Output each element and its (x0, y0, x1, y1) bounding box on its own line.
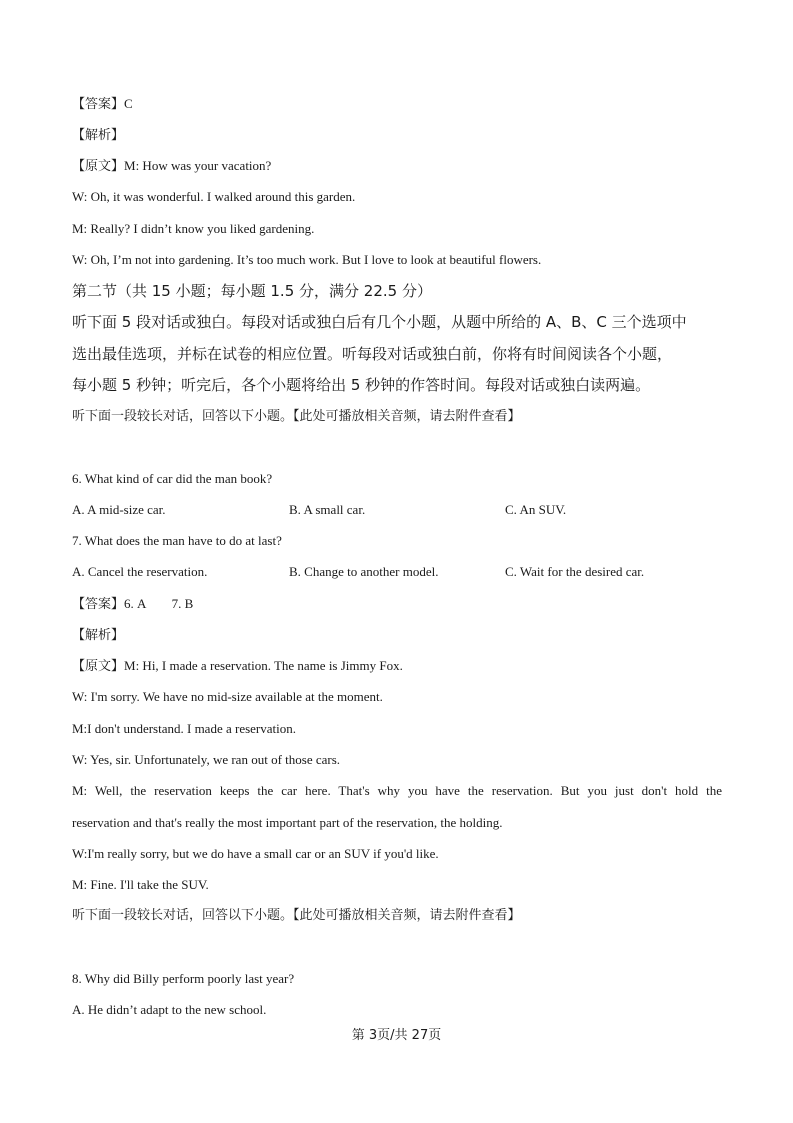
option-c: C. An SUV. (505, 502, 567, 517)
option-b: B. Change to another model. (289, 564, 439, 579)
original-text-tag: 【原文】 (72, 159, 125, 174)
transcript-line: W: Oh, it was wonderful. I walked around this garden. (72, 189, 356, 204)
answer-tag: 【答案】 (72, 597, 125, 612)
transcript-line: reservation and that's really the most important part of the reservation, the holding. (72, 815, 503, 830)
listen-prompt: 听下面一段较长对话，回答以下小题。【此处可播放相关音频，请去附件查看】 (72, 409, 521, 424)
transcript-line: M: Fine. I'll take the SUV. (72, 877, 209, 892)
answer-line-2 (72, 596, 193, 613)
instruction-line: 选出最佳选项，并标在试卷的相应位置。听每段对话或独白前，你将有时间阅读各个小题， (72, 345, 673, 363)
transcript-line: M: Well, the reservation keeps the car here. That's why you have the reservation. But you just don't hold the (72, 783, 722, 798)
option-c: C. Wait for the desired car. (505, 564, 645, 579)
question-stem: 6. What kind of car did the man book? (72, 471, 273, 486)
transcript-line: M:I don't understand. I made a reservation. (72, 721, 296, 736)
option-a: A. A mid-size car. (72, 502, 166, 517)
option-a: A. Cancel the reservation. (72, 564, 208, 579)
section-title: 第二节（共 15 小题；每小题 1.5 分，满分 22.5 分） (72, 282, 432, 300)
instruction-line: 听下面 5 段对话或独白。每段对话或独白后有几个小题，从题中所给的 A、B、C 三个选项中 (72, 313, 687, 331)
transcript-line: W:I'm really sorry, but we do have a small car or an SUV if you'd like. (72, 846, 439, 861)
transcript-line: W: Yes, sir. Unfortunately, we ran out of those cars. (72, 752, 341, 767)
answer-value: C (124, 96, 133, 111)
answer-line-1 (72, 96, 133, 113)
transcript-line: W: Oh, I’m not into gardening. It’s too much work. But I love to look at beautiful flowers. (72, 252, 542, 267)
option-a: A. He didn’t adapt to the new school. (72, 1002, 267, 1017)
instruction-line: 每小题 5 秒钟；听完后，各个小题将给出 5 秒钟的作答时间。每段对话或独白读两遍。 (72, 376, 651, 394)
listen-prompt: 听下面一段较长对话，回答以下小题。【此处可播放相关音频，请去附件查看】 (72, 908, 521, 923)
answer-tag: 【答案】 (72, 97, 125, 112)
question-stem: 8. Why did Billy perform poorly last year? (72, 971, 295, 986)
original-text-tag: 【原文】 (72, 659, 125, 674)
analysis-tag: 【解析】 (72, 128, 125, 143)
transcript-line: 【原文】M: How was your vacation? (72, 158, 272, 174)
analysis-tag: 【解析】 (72, 628, 125, 643)
page-number: 第 3页/共 27页 (351, 1028, 442, 1043)
transcript-line: M: Really? I didn’t know you liked gardening. (72, 221, 315, 236)
transcript-line: W: I'm sorry. We have no mid-size available at the moment. (72, 689, 383, 704)
answer-value: 6. A 7. B (124, 596, 194, 611)
transcript-line: 【原文】M: Hi, I made a reservation. The name is Jimmy Fox. (72, 658, 403, 674)
question-stem: 7. What does the man have to do at last? (72, 533, 282, 548)
option-b: B. A small car. (289, 502, 366, 517)
